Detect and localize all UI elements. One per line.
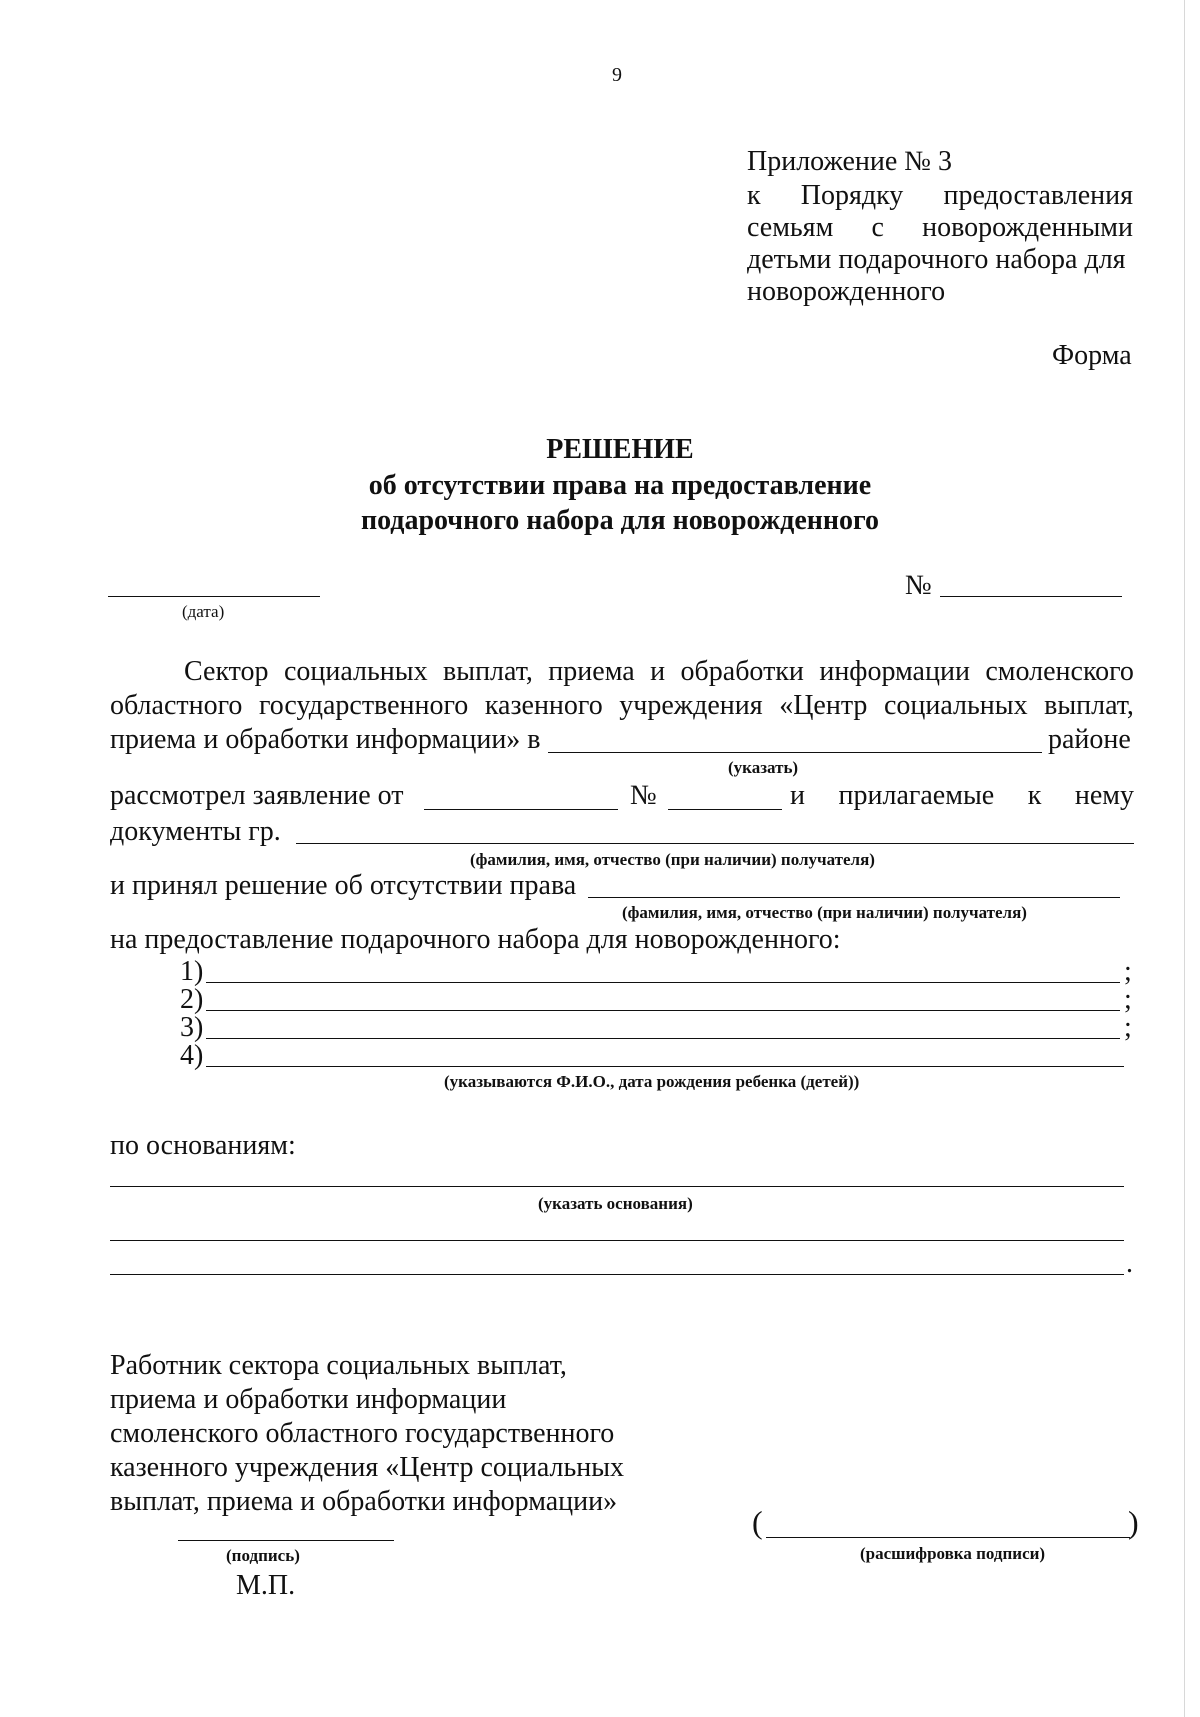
list-item-3-number: 3)	[180, 1012, 204, 1043]
application-number-sign: №	[630, 780, 657, 811]
body-word: к	[1027, 780, 1042, 811]
district-field-line	[548, 752, 1042, 753]
list-item-1-number: 1)	[180, 956, 204, 987]
body-line-5-start: документы гр.	[110, 816, 281, 847]
body-word: и	[790, 780, 805, 811]
caption-signature: (подпись)	[226, 1546, 300, 1565]
signature-line-2: приема и обработки информации	[110, 1384, 507, 1415]
annex-word: новорожденными	[922, 212, 1133, 243]
body-word: смоленского	[985, 656, 1134, 687]
caption-fio-recipient: (фамилия, имя, отчество (при наличии) получателя)	[470, 850, 875, 869]
date-caption: (дата)	[182, 602, 225, 621]
body-word: и	[650, 656, 666, 687]
annex-word: с	[871, 212, 884, 243]
decode-paren-close: )	[1128, 1504, 1139, 1540]
annex-line-5: новорожденного	[747, 276, 946, 307]
body-word: социальных	[883, 690, 1028, 721]
body-word: информации	[819, 656, 970, 687]
body-line-6-start: и принял решение об отсутствии права	[110, 870, 577, 901]
body-line-4-end	[790, 780, 1134, 812]
list-item-1-line	[206, 982, 1120, 983]
body-line-7: на предоставление подарочного набора для новорожденного:	[110, 924, 841, 955]
body-line-1	[184, 656, 1134, 688]
document-subtitle-1: об отсутствии права на предоставление	[368, 470, 872, 501]
grounds-line-2	[110, 1240, 1124, 1241]
body-word: приема	[548, 656, 635, 687]
annex-word: семьям	[747, 212, 834, 243]
signature-line-5: выплат, приема и обработки информации»	[110, 1486, 618, 1517]
list-item-4-line	[206, 1066, 1124, 1067]
body-line-2	[110, 690, 1134, 722]
form-label: Форма	[1052, 340, 1132, 371]
body-word: казенного	[484, 690, 603, 721]
annex-line-3	[747, 212, 1133, 244]
recipient-name-line-2	[588, 897, 1120, 898]
annex-word: Порядку	[800, 180, 904, 211]
document-title: РЕШЕНИЕ	[546, 434, 694, 465]
application-date-line	[424, 809, 618, 810]
annex-title: Приложение № 3	[747, 146, 952, 177]
list-item-4-number: 4)	[180, 1040, 204, 1071]
decode-field-line	[766, 1537, 1130, 1538]
body-word: учреждения	[619, 690, 763, 721]
body-line-3-start: приема и обработки информации» в	[110, 724, 541, 755]
caption-grounds: (указать основания)	[538, 1194, 693, 1213]
body-word: государственного	[258, 690, 469, 721]
list-item-2-line	[206, 1010, 1120, 1011]
body-word: Сектор	[184, 656, 269, 687]
caption-children: (указываются Ф.И.О., дата рождения ребенка (детей))	[444, 1072, 860, 1091]
caption-decode: (расшифровка подписи)	[860, 1544, 1046, 1563]
body-word: прилагаемые	[838, 780, 995, 811]
list-item-2-end: ;	[1124, 984, 1132, 1015]
grounds-end-dot: .	[1126, 1248, 1133, 1279]
annex-line-4: детьми подарочного набора для	[747, 244, 1126, 275]
list-item-3-line	[206, 1038, 1120, 1039]
body-word: «Центр	[779, 690, 868, 721]
list-item-1-end: ;	[1124, 956, 1132, 987]
date-field-line	[108, 596, 320, 597]
page-edge	[1184, 0, 1185, 1717]
body-word: областного	[110, 690, 243, 721]
caption-specify: (указать)	[728, 758, 799, 777]
list-item-3-end: ;	[1124, 1012, 1132, 1043]
number-field-line	[940, 596, 1122, 597]
body-line-3-end: районе	[1048, 724, 1131, 755]
application-number-line	[668, 809, 782, 810]
decode-paren-open: (	[752, 1504, 763, 1540]
signature-line-1: Работник сектора социальных выплат,	[110, 1350, 567, 1381]
body-word: нему	[1074, 780, 1134, 811]
body-word: социальных	[283, 656, 428, 687]
recipient-name-line	[296, 843, 1134, 844]
grounds-label: по основаниям:	[110, 1130, 296, 1161]
list-item-2-number: 2)	[180, 984, 204, 1015]
body-word: выплат,	[443, 656, 533, 687]
annex-line-2	[747, 180, 1133, 212]
page-number: 9	[612, 64, 622, 86]
body-line-4-start: рассмотрел заявление от	[110, 780, 404, 811]
signature-line-3: смоленского областного государственного	[110, 1418, 615, 1449]
annex-word: к	[747, 180, 761, 211]
caption-fio-recipient-2: (фамилия, имя, отчество (при наличии) получателя)	[622, 903, 1027, 922]
number-sign: №	[905, 570, 932, 601]
body-word: выплат,	[1044, 690, 1134, 721]
document-subtitle-2: подарочного набора для новорожденного	[360, 505, 880, 536]
signature-line-4: казенного учреждения «Центр социальных	[110, 1452, 625, 1483]
stamp-label: М.П.	[236, 1570, 296, 1601]
body-word: обработки	[680, 656, 804, 687]
signature-field-line	[178, 1540, 394, 1541]
annex-word: предоставления	[943, 180, 1133, 211]
grounds-line-1	[110, 1186, 1124, 1187]
grounds-line-3	[110, 1274, 1124, 1275]
